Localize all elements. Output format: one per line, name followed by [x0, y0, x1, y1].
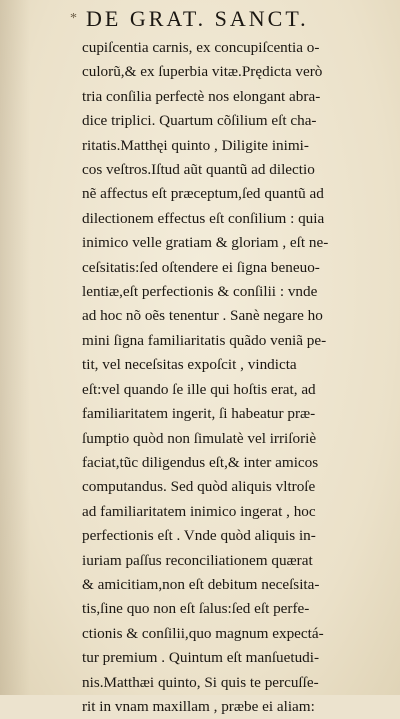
text-line: cupiſcentia carnis, ex concupiſcentia o- [82, 39, 320, 56]
text-line: ad familiaritatem inimico ingerat , hoc [82, 502, 316, 520]
text-line: ritatis.Matthęi quinto , Diligite inimi- [82, 136, 309, 154]
text-line: ctionis & conſilii,quo magnum expectá- [82, 624, 324, 642]
text-line: nẽ affectus eſt præceptum,ſed quantũ ad [82, 185, 324, 203]
text-line: mini ſigna familiaritatis quãdo veniã pe- [82, 331, 327, 349]
text-line: eſt:vel quando ſe ille qui hoſtis erat, ad [82, 380, 316, 398]
running-header [70, 6, 390, 32]
text-line: & amicitiam,non eſt debitum neceſsita- [82, 575, 320, 593]
text-line: tis,ſine quo non eſt ſalus:ſed eſt perfe- [82, 600, 310, 618]
text-line: ſumptio quòd non ſimulatè vel irriſoriè [82, 429, 317, 447]
text-line: nis.Matthæi quinto, Si quis te percuſſe- [82, 673, 319, 691]
text-line: inimico velle gratiam & gloriam , eſt ne- [82, 234, 329, 252]
text-line: cos veſtros.Iſtud aũt quantũ ad dilectio [82, 161, 315, 179]
text-line: iuriam paſſus reconciliationem quærat [82, 551, 313, 569]
text-line: ad hoc nõ oẽs tenentur . Sanè negare ho [82, 307, 323, 325]
text-line: familiaritatem ingerit, ſi habeatur præ- [82, 405, 316, 423]
text-line: tur premium . Quintum eſt manſuetudi- [82, 649, 320, 667]
text-line: culorũ,& ex ſuperbia vitæ.Prędicta verò [82, 63, 323, 81]
running-title: DE GRAT. SANCT. [86, 6, 309, 31]
body-text [82, 36, 390, 719]
header-mark: * [70, 11, 80, 26]
text-line: dilectionem effectus eſt conſilium : quia [82, 209, 325, 227]
text-line: lentiæ,eſt perfectionis & conſilii : vnde [82, 283, 318, 301]
text-line: ceſsitatis:ſed oſtendere ei ſigna beneuo- [82, 258, 320, 276]
text-line: faciat,tũc diligendus eſt,& inter amicos [82, 453, 319, 471]
text-line: tit, vel neceſsitas expoſcit , vindicta [82, 356, 297, 374]
text-line: rit in vnam maxillam , præbe ei aliam: [82, 697, 315, 715]
text-line: dice triplici. Quartum cõſilium eſt cha- [82, 112, 317, 130]
text-line: computandus. Sed quòd aliquis vltroſe [82, 478, 316, 496]
text-line: tria conſilia perfectè nos elongant abra- [82, 87, 321, 105]
text-line: perfectionis eſt . Vnde quòd aliquis in- [82, 527, 316, 545]
